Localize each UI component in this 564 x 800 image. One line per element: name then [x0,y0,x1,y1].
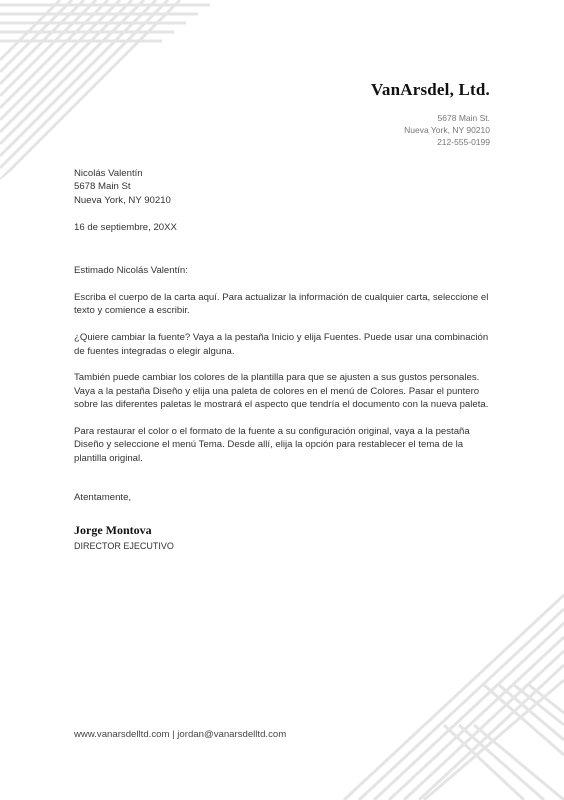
footer-website[interactable]: www.vanarsdelltd.com [74,729,170,740]
signer-title: DIRECTOR EJECUTIVO [74,541,174,551]
recipient-address [74,167,494,207]
company-name: VanArsdel, Ltd. [370,80,490,99]
body-paragraph: Escriba el cuerpo de la carta aquí. Para actualizar la información de cualquier carta, seleccione el texto y comience a escribir. [74,292,489,317]
company-header [371,80,490,148]
body-paragraph: ¿Quiere cambiar la fuente? Vaya a la pestaña Inicio y elija Fuentes. Puede usar una combinación de fuentes integradas o elegir alguna. [74,332,489,357]
closing: Atentamente, [74,492,132,503]
decorative-stripes-bottom-right [314,585,564,800]
footer-email[interactable]: jordan@vanarsdelltd.com [177,729,287,740]
recipient-street: 5678 Main St [74,181,131,193]
decorative-stripes-top-left [0,0,225,180]
salutation: Estimado Nicolás Valentín: [74,265,188,276]
company-phone: 212-555-0199 [437,137,490,147]
letter-date: 16 de septiembre, 20XX [74,222,177,233]
company-address-line2: Nueva York, NY 90210 [404,125,490,135]
body-paragraph: Para restaurar el color o el formato de la fuente a su configuración original, vaya a la pestaña Diseño y seleccione el menú Tema. Desde allí, elija la opción para restablecer el tema de la plantilla original. [74,426,470,464]
letter-body [74,291,494,479]
footer-contact [74,729,286,740]
body-paragraph: También puede cambiar los colores de la plantilla para que se ajusten a sus gustos personales. Vaya a la pestaña Diseño y elija una paleta de colores en el menú de Colores. Pasar el puntero sobre las diferentes paletas le mostrará el aspecto que tendría el documento con la nueva paleta. [74,372,489,411]
recipient-city: Nueva York, NY 90210 [74,194,171,206]
footer-separator: | [172,729,175,740]
company-address-line1: 5678 Main St. [437,113,490,123]
recipient-name: Nicolás Valentín [74,168,143,179]
signer-name: Jorge Montova [74,523,152,537]
